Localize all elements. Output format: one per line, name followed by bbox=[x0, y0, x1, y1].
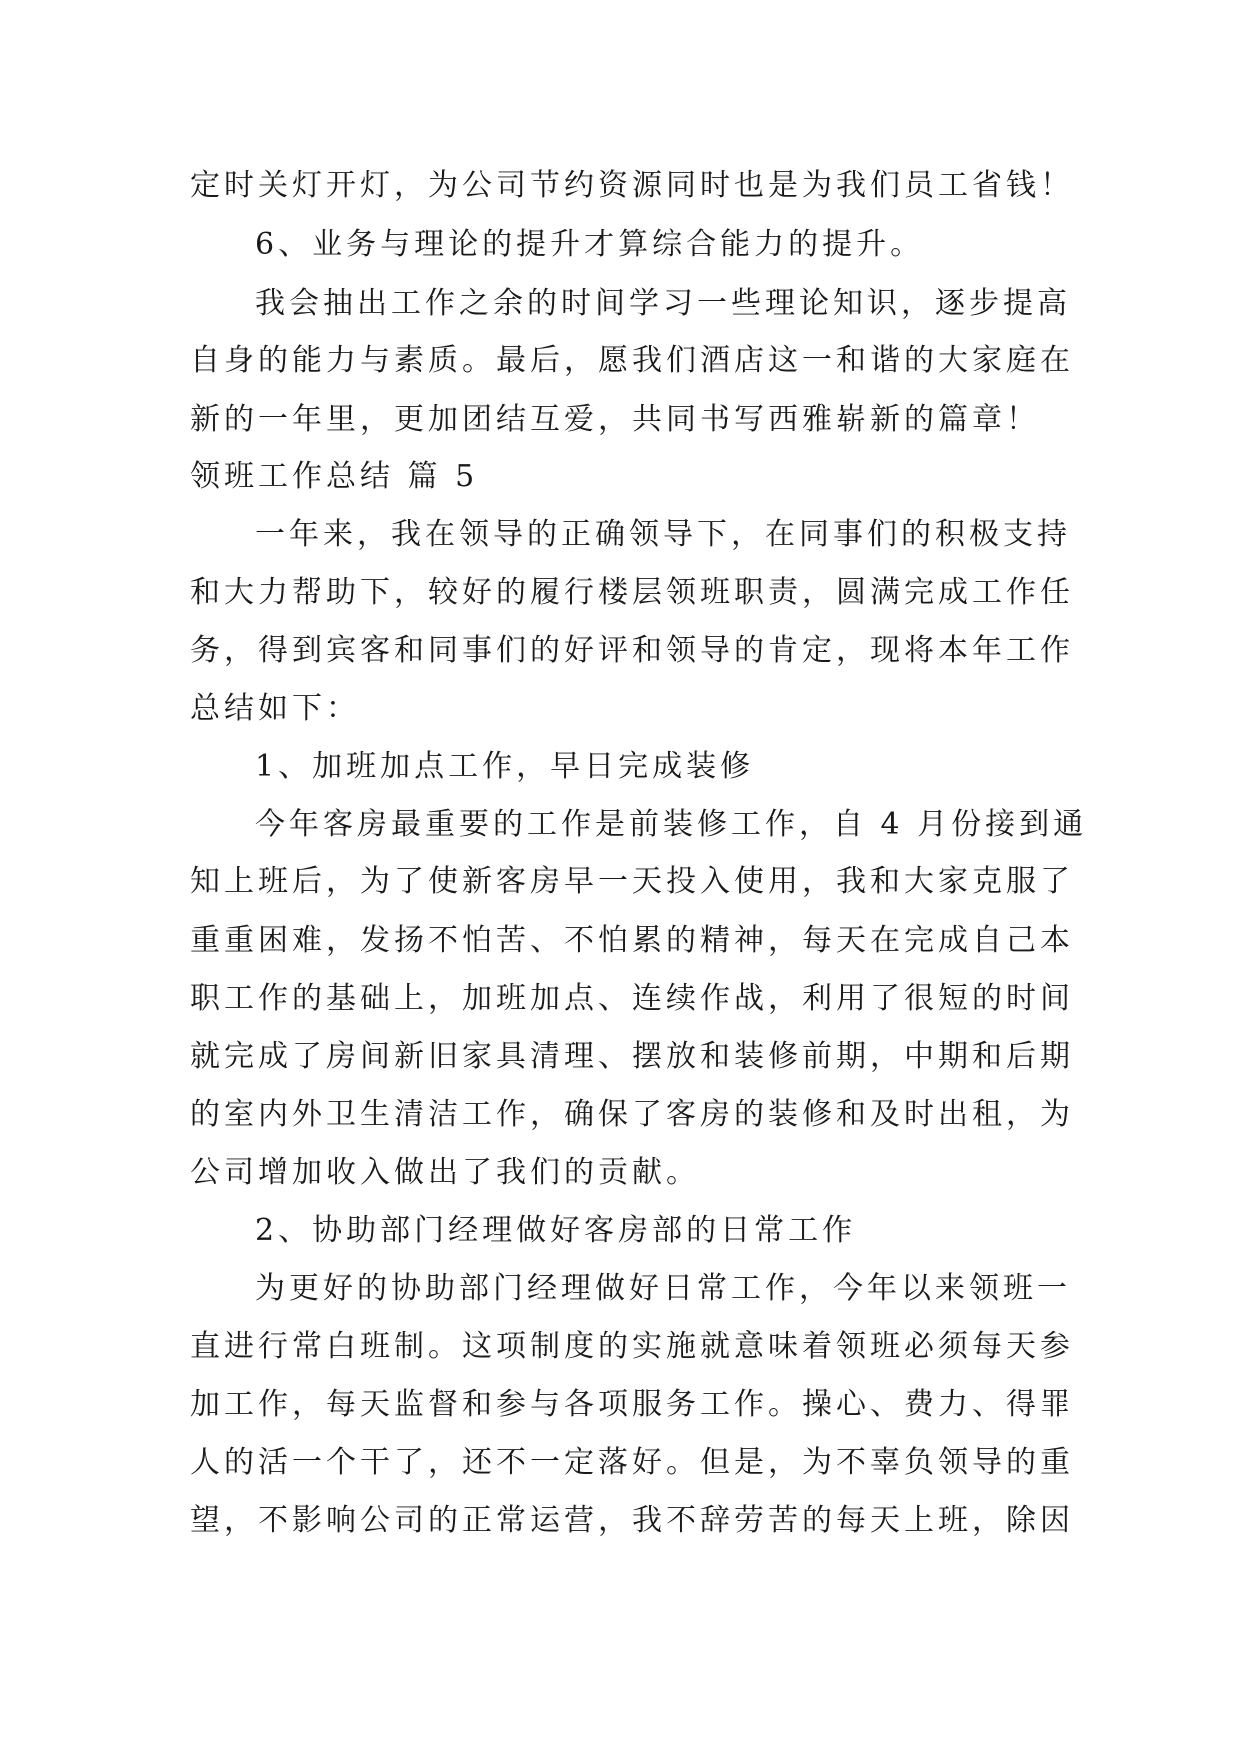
text-line: 人的活一个干了，还不一定落好。但是，为不辜负领导的重 bbox=[190, 1445, 1074, 1480]
text-line: 公司增加收入做出了我们的贡献。 bbox=[190, 1155, 700, 1190]
section-heading: 领班工作总结 篇 5 bbox=[190, 459, 479, 494]
text-line: 6、业务与理论的提升才算综合能力的提升。 bbox=[255, 227, 925, 262]
text-line: 一年来，我在领导的正确领导下，在同事们的积极支持 bbox=[255, 517, 1071, 552]
text-line: 总结如下： bbox=[190, 691, 360, 726]
subsection-heading: 1、加班加点工作，早日完成装修 bbox=[255, 749, 755, 784]
text-line: 定时关灯开灯，为公司节约资源同时也是为我们员工省钱！ bbox=[190, 168, 1074, 203]
text-line: 新的一年里，更加团结互爱，共同书写西雅崭新的篇章！ bbox=[190, 402, 1040, 437]
text-line: 务，得到宾客和同事们的好评和领导的肯定，现将本年工作 bbox=[190, 633, 1074, 668]
text-line: 加工作，每天监督和参与各项服务工作。操心、费力、得罪 bbox=[190, 1387, 1074, 1422]
text-line: 我会抽出工作之余的时间学习一些理论知识，逐步提高 bbox=[255, 286, 1071, 321]
subsection-heading: 2、协助部门经理做好客房部的日常工作 bbox=[255, 1213, 857, 1248]
text-line: 的室内外卫生清洁工作，确保了客房的装修和及时出租，为 bbox=[190, 1097, 1074, 1132]
text-line: 今年客房最重要的工作是前装修工作，自 4 月份接到通 bbox=[255, 807, 1088, 842]
text-line: 职工作的基础上，加班加点、连续作战，利用了很短的时间 bbox=[190, 981, 1074, 1016]
text-line: 和大力帮助下，较好的履行楼层领班职责，圆满完成工作任 bbox=[190, 575, 1074, 610]
text-line: 为更好的协助部门经理做好日常工作，今年以来领班一 bbox=[255, 1271, 1071, 1306]
text-line: 望，不影响公司的正常运营，我不辞劳苦的每天上班，除因 bbox=[190, 1503, 1074, 1538]
text-line: 直进行常白班制。这项制度的实施就意味着领班必须每天参 bbox=[190, 1329, 1074, 1364]
text-line: 自身的能力与素质。最后，愿我们酒店这一和谐的大家庭在 bbox=[190, 343, 1074, 378]
text-line: 重重困难，发扬不怕苦、不怕累的精神，每天在完成自己本 bbox=[190, 923, 1074, 958]
text-line: 就完成了房间新旧家具清理、摆放和装修前期，中期和后期 bbox=[190, 1039, 1074, 1074]
text-line: 知上班后，为了使新客房早一天投入使用，我和大家克服了 bbox=[190, 864, 1074, 899]
